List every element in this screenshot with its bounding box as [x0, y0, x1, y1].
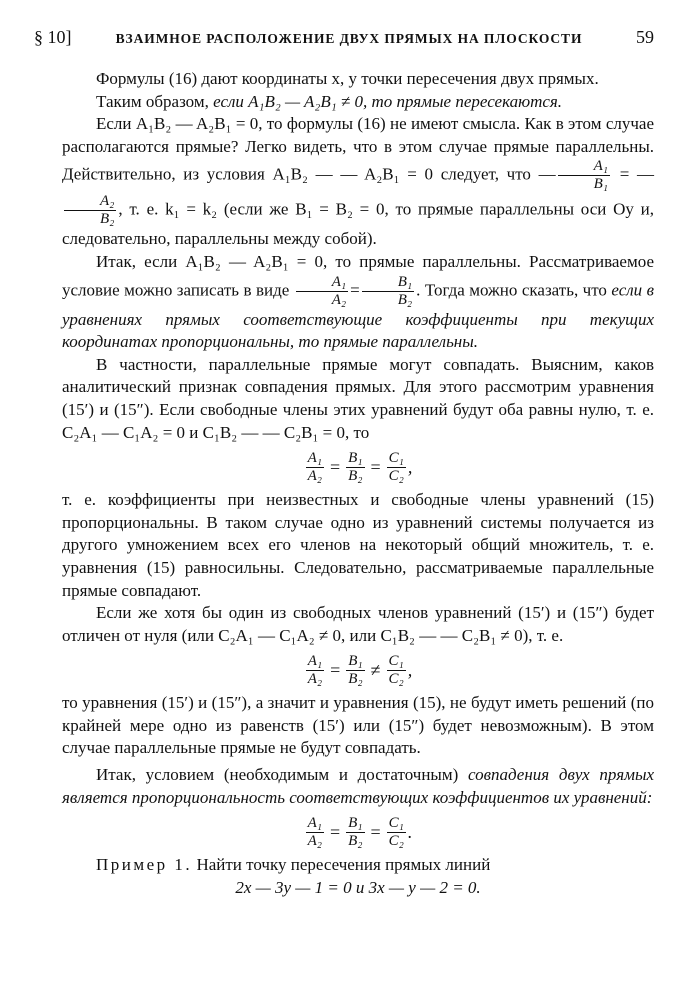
equation-proportional — [62, 450, 654, 485]
p4-equals: = — [350, 279, 360, 299]
p2-text: Таким образом, — [96, 91, 214, 111]
numerator: A₁ — [296, 274, 348, 292]
punctuation: , — [407, 457, 413, 478]
punctuation: , — [407, 660, 413, 681]
operator: ≠ — [370, 660, 381, 681]
operator: = — [329, 822, 341, 843]
fraction-a2-b2 — [64, 193, 116, 228]
p4-text-a: Итак, если A₁B₂ — A₂B₁ = 0, то прямые параллельны. Рассматриваемое условие можно записать в виде — [62, 251, 654, 299]
p4-italic: если в уравнениях прямых соответствующие коэффициенты при текущих координатах пропорциональны, то прямые параллельны. — [62, 279, 654, 352]
denominator: C₂ — [388, 833, 404, 850]
paragraph-4 — [62, 251, 654, 354]
fraction — [387, 450, 406, 485]
paragraph-6: т. е. коэффициенты при неизвестных и свободные члены уравнений (15) пропорциональны. В таком случае одно из уравнений системы получается из другого умножением всех его членов на некоторый общий множитель, т. е. уравнения (15) равносильны. Следовательно, рассматриваемые параллельные прямые совпадают. — [62, 490, 654, 600]
p3-text-a: Если A₁B₂ — A₂B₁ = 0, то формулы (16) не имеют смысла. Как в этом случае располагаются прямые? Легко видеть, что в этом случае прямые параллельны. Действительно, из условия A₁B₂ — — A₂B₁ = 0 следует, что — — [62, 114, 654, 184]
equation-coincide — [62, 815, 654, 850]
p4-text-b: . Тогда можно сказать, что — [416, 279, 612, 299]
numerator: C₁ — [388, 450, 404, 467]
numerator: B₁ — [362, 274, 414, 292]
fraction-a1-b1 — [558, 158, 610, 193]
page-number: 59 — [636, 27, 654, 47]
denominator: B₂ — [397, 291, 413, 308]
fraction — [306, 653, 324, 688]
operator: = — [370, 457, 381, 478]
operator: = — [329, 457, 341, 478]
denominator: B₁ — [593, 176, 609, 193]
section-marker: § 10] — [34, 27, 72, 47]
fraction — [346, 653, 364, 688]
numerator: A₂ — [64, 193, 116, 211]
equation-not-equal — [62, 653, 654, 688]
paragraph-1: Формулы (16) дают координаты x, y точки пересечения двух прямых. — [96, 69, 599, 88]
denominator: B₂ — [348, 671, 363, 688]
denominator: B₂ — [348, 468, 363, 485]
denominator: A₂ — [331, 291, 347, 308]
paragraph-3 — [62, 113, 654, 251]
fraction — [387, 653, 406, 688]
paragraph-5: В частности, параллельные прямые могут совпадать. Выясним, каков аналитический признак совпадения прямых. Для этого рассмотрим уравнения (15′) и (15″). Если свободные члены этих уравнений будут оба равны нулю, т. е. C₂A₁ — C₁A₂ = 0 и C₁B₂ — — C₂B₁ = 0, то — [62, 354, 654, 442]
numerator: C₁ — [388, 653, 404, 670]
operator: = — [370, 822, 381, 843]
numerator: B₁ — [348, 815, 363, 832]
paragraph-9 — [62, 764, 654, 809]
operator: = — [330, 660, 341, 681]
p9-italic: совпадения двух прямых является пропорциональность соответствующих коэффициентов их уравнений: — [62, 765, 654, 807]
numerator: A₁ — [558, 158, 610, 176]
numerator: A₁ — [307, 815, 322, 832]
fraction-b1-b2 — [362, 274, 414, 309]
denominator: B₂ — [100, 211, 115, 228]
numerator: B₁ — [348, 653, 363, 670]
denominator: C₂ — [388, 468, 404, 485]
p3-text-c: , т. е. k₁ = k₂ (если же B₁ = B₂ = 0, то прямые параллельны оси Oy и, следовательно, параллельны между собой). — [62, 199, 654, 249]
fraction — [346, 815, 364, 850]
p3-text-b: = — — [612, 164, 654, 184]
running-title: ВЗАИМНОЕ РАСПОЛОЖЕНИЕ ДВУХ ПРЯМЫХ НА ПЛОСКОСТИ — [115, 31, 583, 46]
fraction-a1-a2 — [296, 274, 348, 309]
numerator: A₁ — [307, 653, 323, 670]
fraction — [306, 450, 324, 485]
denominator: A₂ — [307, 671, 323, 688]
paragraph-8: то уравнения (15′) и (15″), а значит и уравнения (15), не будут иметь решений (по крайней мере одно из равенств (15′) или (15″) будет невозможным). В этом случае параллельные прямые не будут совпадать. — [62, 693, 654, 758]
denominator: C₂ — [388, 671, 404, 688]
example-heading — [62, 854, 654, 877]
running-header — [34, 26, 654, 54]
fraction — [387, 815, 406, 850]
fraction — [306, 815, 324, 850]
paragraph-7: Если же хотя бы один из свободных членов уравнений (15′) и (15″) будет отличен от нуля (или C₂A₁ — C₁A₂ ≠ 0, или C₁B₂ — — C₂B₁ ≠ 0), т. е. — [62, 603, 654, 645]
example-label: Пример 1. — [96, 855, 193, 875]
p9-text: Итак, условием (необходимым и достаточным) — [96, 765, 468, 785]
numerator: B₁ — [348, 450, 363, 467]
example-equations: 2x — 3y — 1 = 0 и 3x — y — 2 = 0. — [235, 877, 481, 897]
numerator: C₁ — [388, 815, 404, 832]
denominator: A₂ — [307, 468, 322, 485]
p2-italic: если A₁B₂ — A₂B₁ ≠ 0, то прямые пересекаются. — [213, 91, 563, 111]
numerator: A₁ — [307, 450, 322, 467]
denominator: B₂ — [348, 833, 363, 850]
fraction — [346, 450, 364, 485]
punctuation: . — [407, 822, 413, 843]
paragraph-2 — [62, 91, 654, 114]
denominator: A₂ — [307, 833, 322, 850]
example-text: Найти точку пересечения прямых линий — [192, 855, 491, 875]
